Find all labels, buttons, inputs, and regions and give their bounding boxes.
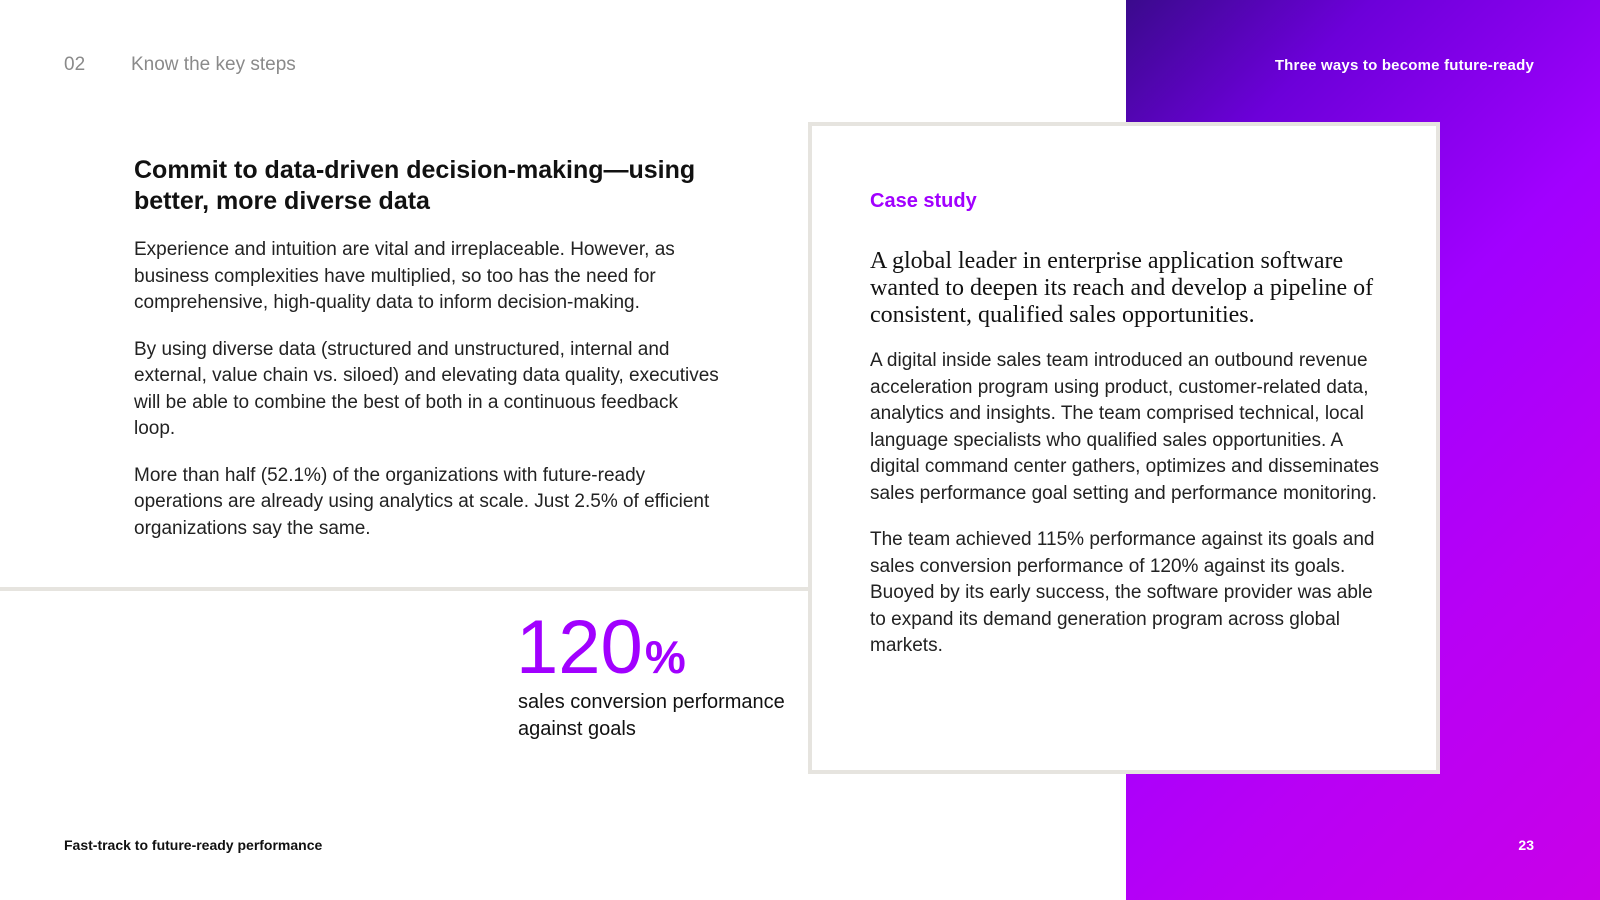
body-paragraph: By using diverse data (structured and unstructured, internal and external, value chain vs. siloed) and elevating data quality, executives will be able to combine the best of both in a continuous feedback loop. xyxy=(134,338,719,439)
divider xyxy=(0,587,810,591)
case-study-card xyxy=(808,122,1440,774)
main-heading: Commit to data-driven decision-making—using better, more diverse data xyxy=(134,156,696,215)
document-section-title: Three ways to become future-ready xyxy=(1274,57,1534,74)
case-study-lead: A global leader in enterprise application software wanted to deepen its reach and develop a pipeline of consistent, qualified sales opportunities. xyxy=(870,248,1374,328)
body-paragraph: Experience and intuition are vital and irreplaceable. However, as business complexities have multiplied, so too has the need for comprehensive, high-quality data to inform decision-making. xyxy=(134,239,675,313)
stat-label: sales conversion performance against goals xyxy=(518,691,785,740)
case-study-paragraph: The team achieved 115% performance against its goals and sales conversion performance of 120% against its goals. Buoyed by its early success, the software provider was able to expand its demand generation program across global markets. xyxy=(870,529,1375,656)
page-number: 23 xyxy=(1518,837,1534,853)
case-study-body xyxy=(870,348,1390,680)
case-study-label: Case study xyxy=(870,190,977,212)
stat-number xyxy=(516,605,686,697)
stat-unit: % xyxy=(644,631,686,683)
body-paragraph: More than half (52.1%) of the organizations with future-ready operations are already using analytics at scale. Just 2.5% of efficient organizations say the same. xyxy=(134,464,710,539)
body-text-column xyxy=(134,237,724,562)
case-study-paragraph: A digital inside sales team introduced an outbound revenue acceleration program using product, customer-related data, analytics and insights. The team comprised technical, local language specialists who qualified sales opportunities. A digital command center gathers, optimizes and disseminates sales performance goal setting and performance monitoring. xyxy=(870,350,1380,504)
section-number: 02 xyxy=(64,54,86,75)
section-title: Know the key steps xyxy=(131,54,296,75)
stat-value: 120 xyxy=(516,605,643,690)
footer-document-title: Fast-track to future-ready performance xyxy=(64,837,323,853)
